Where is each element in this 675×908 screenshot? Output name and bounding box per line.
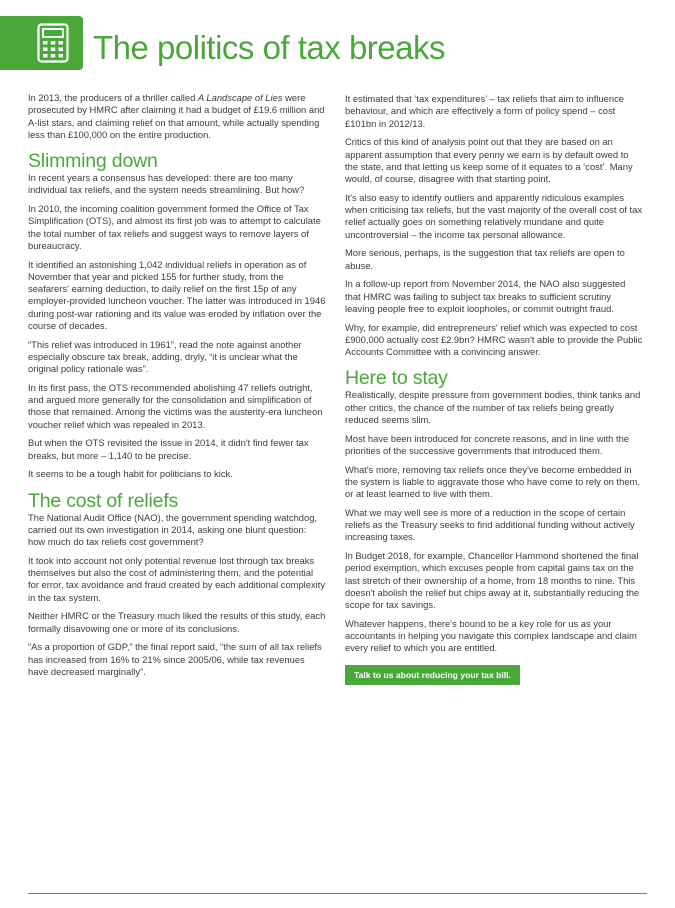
body-paragraph: What we may well see is more of a reduction in the scope of certain reliefs as the Treasury seeks to find additional funding without actively increasing taxes. [345, 506, 635, 543]
body-paragraph: More serious, perhaps, is the suggestion that tax reliefs are open to abuse. [345, 247, 625, 271]
body-paragraph: It identified an astonishing 1,042 individual reliefs in operation as of November that year and picked 155 for further study, from the seafarers' earning deduction, to daily relief on the first 15p of any employer-provided luncheon voucher. The latter was introduced in 1946 during post-war rationing and its value was eroded by inflation over the course of decades. [28, 258, 326, 331]
header-icon-badge [23, 16, 83, 70]
body-paragraph: “This relief was introduced in 1961”, read the note against another especially obscure tax break, adding, dryly, “it is unclear what the original policy rationale was”. [28, 338, 302, 374]
body-paragraph: In 2010, the incoming coalition government formed the Office of Tax Simplification (OTS), and almost its first job was to attempt to calculate the total number of tax reliefs and suggest ways to remove layers of bureaucracy. [28, 203, 321, 251]
body-paragraph: Why, for example, did entrepreneurs' relief which was expected to cost £900,000 actually cost £2.9bn? HMRC wasn't able to provide the Public Accounts Committee with a convincing answer. [345, 321, 643, 357]
body-paragraph: But when the OTS revisited the issue in 2014, it didn't find fewer tax breaks, but more – 1,140 to be precise. [28, 437, 309, 461]
body-paragraph: It's also easy to identify outliers and apparently ridiculous examples when criticising tax reliefs, but the vast majority of the overall cost of tax relief actually goes on something relatively mundane and quite uncontroversial – the income tax personal allowance. [345, 191, 643, 240]
body-paragraph: In Budget 2018, for example, Chancellor Hammond shortened the final period exemption, which excuses people from capital gains tax on the last stretch of their ownership of a home, from 18 months to nine. This doesn't abolish the relief but chips away at it, substantially reducing the scope for tax savings. [345, 550, 640, 610]
right-column [345, 93, 643, 685]
cta-button[interactable]: Talk to us about reducing your tax bill. [345, 665, 520, 685]
left-column [28, 92, 326, 685]
body-paragraph: Critics of this kind of analysis point out that they are based on an apparent assumption that every penny we earn is by default owed to the state, and that letting us keep some of it equates to a ‘cost’. Many would, of course, disagree with that starting point. [345, 136, 633, 184]
body-paragraph: Neither HMRC or the Treasury much liked the results of this study, each formally disavowing one or more of its conclusions. [28, 610, 326, 634]
body-paragraph: “As a proportion of GDP,” the final report said, “the sum of all tax reliefs has increased from 16% to 21% since 2005/06, while tax revenues have decreased marginally”. [28, 641, 322, 677]
body-paragraph: In recent years a consensus has developed: there are too many individual tax reliefs, and the system needs streamlining. But how? [28, 172, 305, 196]
body-paragraph: The National Audit Office (NAO), the government spending watchdog, carried out its own investigation in 2014, asking one blunt question: how much do tax reliefs cost government? [28, 511, 318, 547]
section-heading-slimming-down: Slimming down [28, 150, 158, 172]
body-paragraph: It estimated that ‘tax expenditures’ – tax reliefs that aim to influence behaviour, and which are effectively a form of policy spend – cost £101bn in 2012/13. [345, 93, 624, 129]
footer-divider [28, 893, 647, 894]
film-title: A Landscape of Lies [197, 92, 283, 103]
body-paragraph: Realistically, despite pressure from government bodies, think tanks and other critics, the chance of the number of tax reliefs being greatly reduced seems slim. [345, 389, 641, 425]
section-heading-cost-of-reliefs: The cost of reliefs [28, 489, 179, 512]
calculator-icon [37, 23, 69, 63]
intro-paragraph: In 2013, the producers of a thriller called A Landscape of Lies were prosecuted by HMRC after claiming it had a budget of £19.6 million and A-list stars, and claiming relief on that amount, while actually spending less than £100,000 on the entire production. [28, 92, 325, 140]
body-paragraph: Most have been introduced for concrete reasons, and in line with the priorities of the successive governments that introduced them. [345, 432, 630, 456]
body-paragraph: In a follow-up report from November 2014, the NAO also suggested that HMRC was failing to subject tax breaks to sufficient scrutiny leaving people free to exploit loopholes, or commit outright fraud. [345, 278, 626, 314]
body-paragraph: In its first pass, the OTS recommended abolishing 47 reliefs outright, and argued more generally for the consolidation and simplification of those that remained. Among the victims was the austerity-era luncheon voucher relief which was repealed in 2013. [28, 381, 323, 430]
body-paragraph: It took into account not only potential revenue lost through tax breaks themselves but also the cost of administering them, and the potential for error, tax avoidance and fraud created by each additional complexity in the tax system. [28, 554, 326, 603]
body-paragraph: What's more, removing tax reliefs once they've become embedded in the system is liable to aggravate those who have come to rely on them, or at least learned to live with them. [345, 463, 640, 499]
body-paragraph: It seems to be a tough habit for politicians to kick. [28, 468, 233, 480]
page-title: The politics of tax breaks [93, 29, 445, 66]
section-heading-here-to-stay: Here to stay [345, 367, 448, 390]
body-paragraph: Whatever happens, there's bound to be a key role for us as your accountants in helping you navigate this complex landscape and claim every relief to which you are entitled. [345, 617, 637, 654]
